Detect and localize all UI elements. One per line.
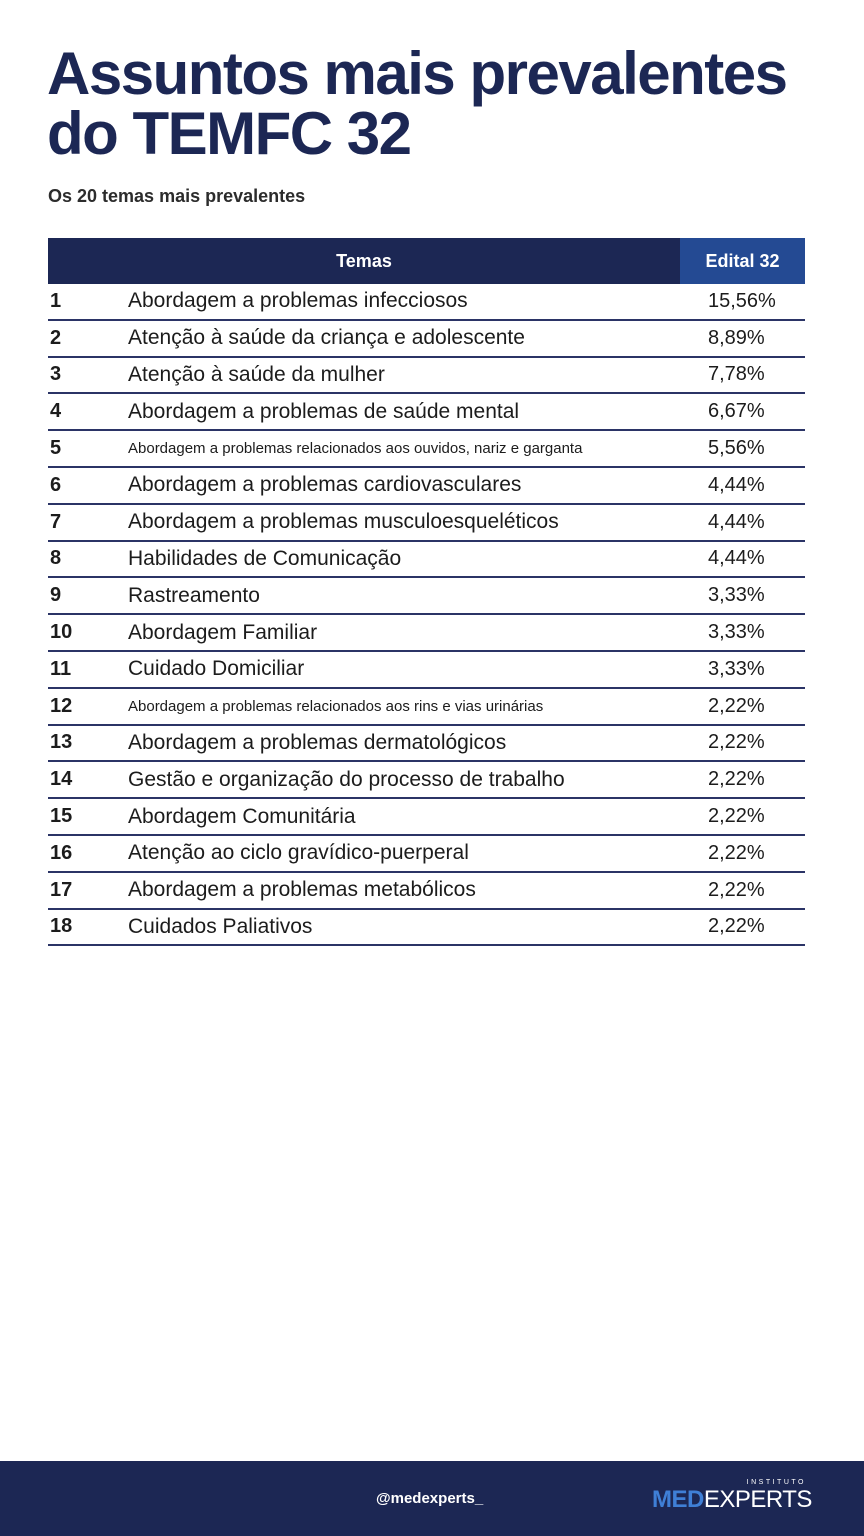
row-percentage: 5,56% [708, 437, 765, 460]
table-row [48, 505, 805, 542]
topics-table [48, 238, 805, 946]
row-percentage: 2,22% [708, 878, 765, 901]
row-rank: 2 [50, 326, 62, 349]
row-tema: Habilidades de Comunicação [128, 546, 402, 570]
row-tema: Atenção ao ciclo gravídico-puerperal [128, 841, 469, 865]
table-row [48, 652, 805, 689]
row-rank: 7 [50, 510, 62, 533]
row-tema: Atenção à saúde da mulher [128, 362, 385, 386]
row-rank: 18 [50, 915, 73, 938]
row-percentage: 3,33% [708, 584, 765, 607]
row-percentage: 4,44% [708, 473, 765, 496]
logo-wordmark [652, 1486, 812, 1514]
table-row [48, 726, 805, 763]
row-percentage: 2,22% [708, 805, 765, 828]
row-percentage: 3,33% [708, 657, 765, 680]
row-percentage: 8,89% [708, 326, 765, 349]
row-rank: 17 [50, 878, 73, 901]
row-tema: Cuidados Paliativos [128, 914, 313, 938]
row-rank: 9 [50, 584, 62, 607]
table-row [48, 910, 805, 947]
row-percentage: 4,44% [708, 510, 765, 533]
row-tema: Abordagem Familiar [128, 620, 318, 644]
row-percentage: 4,44% [708, 547, 765, 570]
table-row [48, 394, 805, 431]
row-rank: 4 [50, 400, 62, 423]
table-row [48, 468, 805, 505]
row-rank: 12 [50, 694, 73, 717]
table-row [48, 542, 805, 579]
row-rank: 3 [50, 363, 62, 386]
table-row [48, 578, 805, 615]
row-tema: Atenção à saúde da criança e adolescente [128, 326, 525, 350]
row-percentage: 6,67% [708, 400, 765, 423]
row-rank: 1 [50, 289, 62, 312]
social-handle: @medexperts_ [376, 1490, 484, 1507]
logo-med-text: MED [652, 1486, 704, 1513]
row-percentage: 2,22% [708, 694, 765, 717]
table-row [48, 358, 805, 395]
row-rank: 11 [50, 657, 72, 680]
row-tema: Abordagem Comunitária [128, 804, 356, 828]
row-rank: 16 [50, 841, 73, 864]
row-tema: Abordagem a problemas cardiovasculares [128, 473, 522, 497]
row-percentage: 15,56% [708, 289, 776, 312]
row-tema: Abordagem a problemas metabólicos [128, 878, 476, 902]
page-title: Assuntos mais prevalentes do TEMFC 32 [47, 40, 787, 167]
row-percentage: 2,22% [708, 768, 765, 791]
row-percentage: 2,22% [708, 731, 765, 754]
row-percentage: 3,33% [708, 621, 765, 644]
row-tema: Abordagem a problemas relacionados aos ouvidos, nariz e garganta [128, 440, 583, 458]
row-tema: Abordagem a problemas relacionados aos rins e vias urinárias [128, 697, 544, 715]
logo-experts-text: EXPERTS [703, 1486, 812, 1513]
page-subtitle: Os 20 temas mais prevalentes [48, 186, 306, 206]
table-row [48, 431, 805, 468]
table-row [48, 836, 805, 873]
row-tema: Abordagem a problemas de saúde mental [128, 399, 520, 423]
row-rank: 14 [50, 768, 73, 791]
row-tema: Abordagem a problemas dermatológicos [128, 730, 507, 754]
row-rank: 6 [50, 473, 62, 496]
column-header-temas: Temas [48, 238, 680, 284]
row-tema: Rastreamento [128, 583, 260, 607]
logo-instituto-text: INSTITUTO [746, 1479, 806, 1486]
row-rank: 10 [50, 621, 73, 644]
column-header-edital: Edital 32 [680, 238, 805, 284]
row-rank: 15 [50, 805, 73, 828]
row-tema: Gestão e organização do processo de trabalho [128, 767, 565, 791]
table-body [48, 284, 805, 946]
medexperts-logo [652, 1479, 812, 1519]
row-percentage: 7,78% [708, 363, 765, 386]
table-row [48, 321, 805, 358]
table-row [48, 689, 805, 726]
table-row [48, 873, 805, 910]
row-percentage: 2,22% [708, 841, 765, 864]
row-tema: Abordagem a problemas musculoesqueléticos [128, 510, 559, 534]
row-tema: Abordagem a problemas infecciosos [128, 289, 468, 313]
table-row [48, 799, 805, 836]
row-rank: 8 [50, 547, 62, 570]
table-row [48, 615, 805, 652]
table-row [48, 762, 805, 799]
row-tema: Cuidado Domiciliar [128, 657, 305, 681]
row-percentage: 2,22% [708, 915, 765, 938]
footer-bar [0, 1461, 864, 1536]
table-header [48, 238, 805, 284]
row-rank: 5 [50, 437, 62, 460]
row-rank: 13 [50, 731, 73, 754]
table-row [48, 284, 805, 321]
